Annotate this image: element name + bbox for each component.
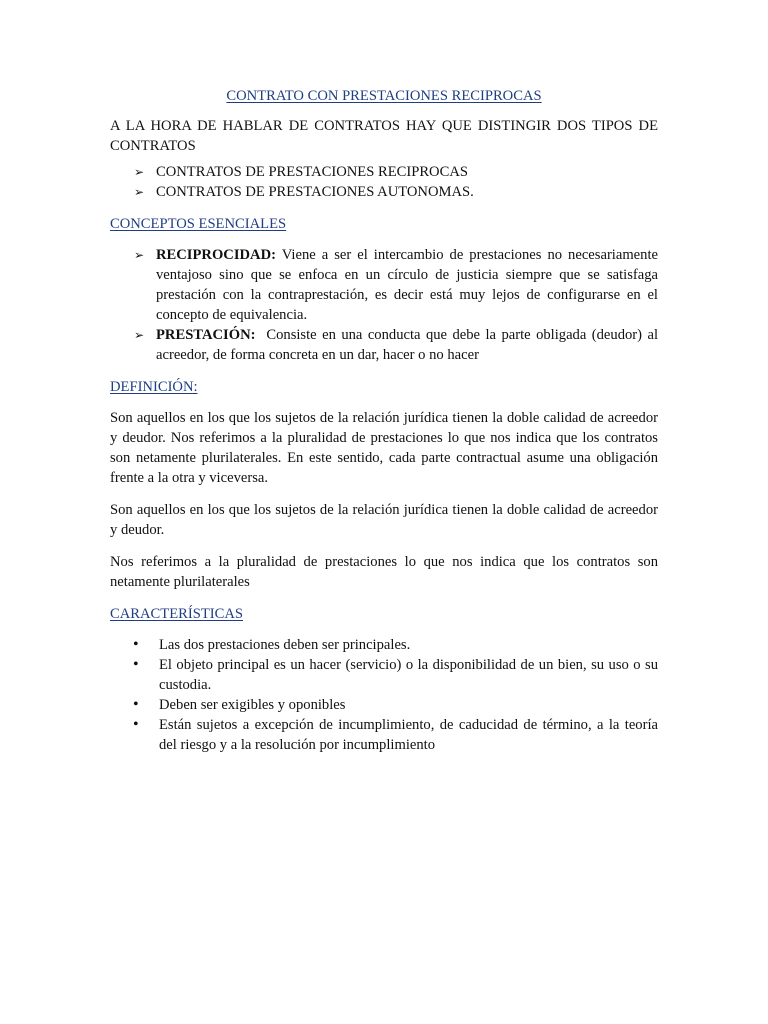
list-item-text: Deben ser exigibles y oponibles xyxy=(159,697,346,713)
contract-types-list xyxy=(110,162,658,202)
arrow-bullet-icon: ➢ xyxy=(134,165,145,179)
list-item xyxy=(110,695,658,715)
list-item xyxy=(110,715,658,755)
concept-term: RECIPROCIDAD: xyxy=(156,247,276,263)
concept-term: PRESTACIÓN: xyxy=(156,327,256,343)
definition-heading: DEFINICIÓN: xyxy=(110,379,198,395)
characteristics-list xyxy=(110,635,658,755)
document-title: CONTRATO CON PRESTACIONES RECIPROCAS xyxy=(226,88,542,104)
list-item-text: Están sujetos a excepción de incumplimiento, de caducidad de término, a la teoría del riesgo y a la resolución por incumplimiento xyxy=(159,717,658,753)
list-item-text: CONTRATOS DE PRESTACIONES RECIPROCAS xyxy=(156,164,468,180)
document-content xyxy=(110,86,662,755)
list-item xyxy=(110,245,658,325)
arrow-bullet-icon: ➢ xyxy=(134,328,145,342)
concept-definition: Viene a ser el intercambio de prestaciones no necesariamente ventajoso sino que se enfoca en un círculo de justicia siempre que se satisfaga prestación con la contraprestación, es decir está muy lejos de configurarse en el concepto de equivalencia. xyxy=(156,247,658,323)
concepts-list xyxy=(110,245,662,365)
list-item xyxy=(110,655,658,695)
list-item xyxy=(110,162,658,182)
dot-bullet-icon: • xyxy=(133,696,139,713)
definition-paragraph: Son aquellos en los que los sujetos de la relación jurídica tienen la doble calidad de acreedor y deudor. xyxy=(110,502,658,538)
dot-bullet-icon: • xyxy=(133,656,139,673)
arrow-bullet-icon: ➢ xyxy=(134,248,145,262)
concept-definition: Consiste en una conducta que debe la parte obligada (deudor) al acreedor, de forma concreta en un dar, hacer o no hacer xyxy=(156,327,662,363)
arrow-bullet-icon: ➢ xyxy=(134,185,145,199)
definition-paragraph: Nos referimos a la pluralidad de prestaciones lo que nos indica que los contratos son netamente plurilaterales xyxy=(110,554,658,590)
list-item xyxy=(110,635,658,655)
dot-bullet-icon: • xyxy=(133,636,139,653)
definition-paragraph: Son aquellos en los que los sujetos de la relación jurídica tienen la doble calidad de acreedor y deudor. Nos referimos a la pluralidad de prestaciones lo que nos indica que los contratos son netamente plurilaterales. En este sentido, cada parte contractual asume una obligación frente a la otra y viceversa. xyxy=(110,410,658,486)
list-item-text: Las dos prestaciones deben ser principales. xyxy=(159,637,411,653)
intro-paragraph: A LA HORA DE HABLAR DE CONTRATOS HAY QUE DISTINGIR DOS TIPOS DE CONTRATOS xyxy=(110,118,658,154)
concepts-heading: CONCEPTOS ESENCIALES xyxy=(110,216,287,232)
list-item-text: CONTRATOS DE PRESTACIONES AUTONOMAS. xyxy=(156,184,474,200)
list-item-text: El objeto principal es un hacer (servicio) o la disponibilidad de un bien, su uso o su custodia. xyxy=(159,657,658,693)
characteristics-heading: CARACTERÍSTICAS xyxy=(110,606,243,622)
list-item xyxy=(110,325,662,365)
dot-bullet-icon: • xyxy=(133,716,139,733)
list-item xyxy=(110,182,658,202)
